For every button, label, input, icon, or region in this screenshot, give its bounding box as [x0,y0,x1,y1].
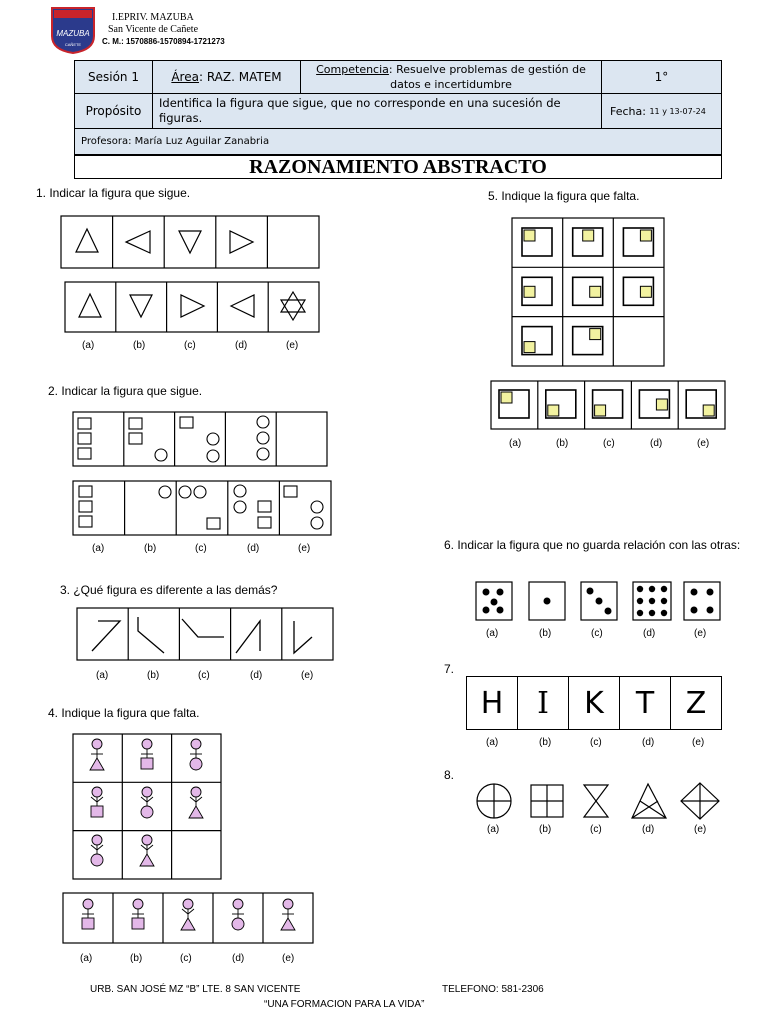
option-d-line-figure[interactable] [236,621,260,653]
question-3-text: 3. ¿Qué figura es diferente a las demás? [60,583,278,597]
fecha-cell [601,93,722,129]
stick-figure-square-icon [91,787,103,817]
stick-figure-triangle-icon [181,899,195,930]
school-location: San Vicente de Cañete [108,24,199,35]
option-label: (d) [642,824,655,835]
stick-figure-triangle-icon [189,787,203,818]
option-nested-square-icon [546,390,576,418]
competencia-label: Competencia [316,63,389,76]
option-label: (e) [694,824,707,835]
option-b-line-figure[interactable] [138,617,164,653]
option-nested-square-icon [499,390,529,418]
option-b-triangle-down-icon[interactable] [130,295,152,317]
question-4-options [62,892,316,946]
nested-square-icon [573,327,603,355]
option-c-triangle-right-icon[interactable] [181,295,204,317]
option-label: (c) [180,953,192,964]
stick-figure-square-icon [132,899,144,929]
option-label: (b) [539,737,552,748]
die-a-five-dots-icon[interactable] [483,589,504,614]
question-2-options [72,480,334,538]
option-label: (b) [539,628,552,639]
nested-square-icon [522,228,552,256]
option-label: (d) [232,953,245,964]
option-label: (c) [198,670,210,681]
option-nested-square-icon [686,390,716,418]
stick-figure-circle-icon [232,899,244,930]
page-title: RAZONAMIENTO ABSTRACTO [74,155,722,179]
session-cell [74,60,153,94]
nested-square-icon [623,228,653,256]
option-a-triangle-up-icon[interactable] [79,294,101,317]
school-name: I.EPRIV. MAZUBA [112,12,194,23]
triangle-down-icon [179,231,201,253]
proposito-label-cell [74,93,153,129]
letter-z[interactable]: Z [685,685,707,721]
option-label: (a) [509,438,522,449]
option-label: (b) [556,438,569,449]
option-label: (d) [650,438,663,449]
option-label: (a) [96,670,109,681]
die-e-four-dots-icon[interactable] [691,589,714,614]
option-c-hourglass-icon[interactable] [584,785,608,817]
option-a-line-figure[interactable] [92,621,120,651]
question-7-letters [466,676,722,730]
question-8-figures [474,780,726,824]
stick-figure-triangle-icon [90,739,104,770]
option-label: (a) [82,340,95,351]
question-6-dice [474,578,726,624]
option-label: (b) [130,953,143,964]
option-label: (c) [184,340,196,351]
nested-square-icon [573,277,603,305]
option-label: (a) [486,737,499,748]
option-d-triangle-lines-icon[interactable] [632,784,666,818]
option-label: (c) [590,824,602,835]
question-2-sequence [72,411,330,469]
option-label: (b) [147,670,160,681]
question-5-text: 5. Indique la figura que falta. [488,189,640,203]
grade-cell [601,60,722,94]
grade-text: 1° [654,70,669,84]
stick-figure-square-icon [82,899,94,929]
nested-square-icon [623,277,653,305]
logo-text: MAZUBA [56,29,90,38]
option-b-square-cross-icon[interactable] [531,785,563,817]
proposito-label: Propósito [85,104,142,118]
profesora-cell [74,128,722,155]
option-label: (e) [697,438,710,449]
stick-figure-circle-icon [141,787,153,818]
proposito-value-cell [152,93,602,129]
question-8-text: 8. [444,768,455,782]
fecha-label: Fecha: [610,104,646,118]
option-nested-square-icon [593,390,623,418]
option-label: (a) [92,543,105,554]
option-label: (c) [603,438,615,449]
nested-square-icon [522,277,552,305]
triangle-left-icon [126,231,150,253]
area-label: Área [171,70,199,84]
question-3-options [76,607,336,663]
triangle-up-icon [76,229,98,252]
die-b-one-dot-icon[interactable] [544,598,551,605]
option-label: (d) [247,543,260,554]
option-c-line-figure[interactable] [182,619,224,637]
option-label: (c) [590,737,602,748]
area-cell [152,60,301,94]
option-a-circle-cross-icon[interactable] [477,784,511,818]
option-label: (d) [250,670,263,681]
option-nested-square-icon [639,390,669,418]
option-label: (e) [692,737,705,748]
footer-address: URB. SAN JOSÉ MZ “B” LTE. 8 SAN VICENTE [90,984,301,995]
question-5-options [490,380,728,432]
die-d-eight-dots-icon[interactable] [637,586,667,616]
stick-figure-square-icon [141,739,153,769]
stick-figure-circle-icon [190,739,202,770]
question-1-text: 1. Indicar la figura que sigue. [36,186,191,200]
nested-square-icon [573,228,603,256]
profesora-text: Profesora: María Luz Aguilar Zanabria [81,136,270,147]
option-label: (b) [539,824,552,835]
fecha-value: 11 y 13-07-24 [649,106,706,116]
question-6-text: 6. Indicar la figura que no guarda relación con las otras: [444,538,741,552]
die-c-three-dots-icon[interactable] [587,588,612,615]
footer-motto: “UNA FORMACION PARA LA VIDA” [264,999,425,1010]
question-4-grid [72,733,224,881]
option-label: (e) [301,670,314,681]
nested-square-icon [522,327,552,355]
session-text: Sesión 1 [88,70,139,84]
school-phones: C. M.: 1570886-1570894-1721273 [102,37,225,46]
footer-phone: TELEFONO: 581-2306 [442,984,544,995]
option-label: (e) [282,953,295,964]
letter-t[interactable]: T [620,677,671,729]
option-label: (d) [643,628,656,639]
area-value: : RAZ. MATEM [198,70,282,84]
option-e-line-figure[interactable] [294,621,312,653]
option-e-star-of-david-icon[interactable] [281,292,305,320]
question-4-text: 4. Indique la figura que falta. [48,706,200,720]
question-5-grid [511,217,667,369]
competencia-cell [300,60,602,94]
option-label: (e) [298,543,311,554]
option-label: (a) [487,824,500,835]
stick-figure-triangle-icon [140,835,154,866]
competencia-value: : Resuelve problemas de gestión de datos e incertidumbre [388,63,586,91]
option-label: (b) [133,340,146,351]
option-label: (a) [486,628,499,639]
stick-figure-triangle-icon [281,899,295,930]
option-label: (b) [144,543,157,554]
proposito-value: Identifica la figura que sigue, que no corresponde en una sucesión de figuras. [159,96,561,125]
question-1-options [64,281,322,335]
question-2-text: 2. Indicar la figura que sigue. [48,384,203,398]
stick-figure-circle-icon [91,835,103,866]
option-label: (c) [195,543,207,554]
question-7-text: 7. [444,662,455,676]
logo-subtext: CAÑETE [64,42,82,47]
letter-k[interactable]: K [569,677,620,729]
option-label: (e) [286,340,299,351]
question-1-sequence [60,215,322,271]
option-label: (d) [235,340,248,351]
option-label: (e) [694,628,707,639]
letter-i[interactable]: I [518,677,569,729]
triangle-right-icon [230,231,253,253]
letter-h[interactable]: H [467,677,518,729]
option-d-triangle-left-icon[interactable] [231,295,254,317]
option-label: (a) [80,953,93,964]
option-label: (c) [591,628,603,639]
option-e-diamond-cross-icon[interactable] [681,783,719,819]
school-logo [50,6,96,54]
option-label: (d) [642,737,655,748]
